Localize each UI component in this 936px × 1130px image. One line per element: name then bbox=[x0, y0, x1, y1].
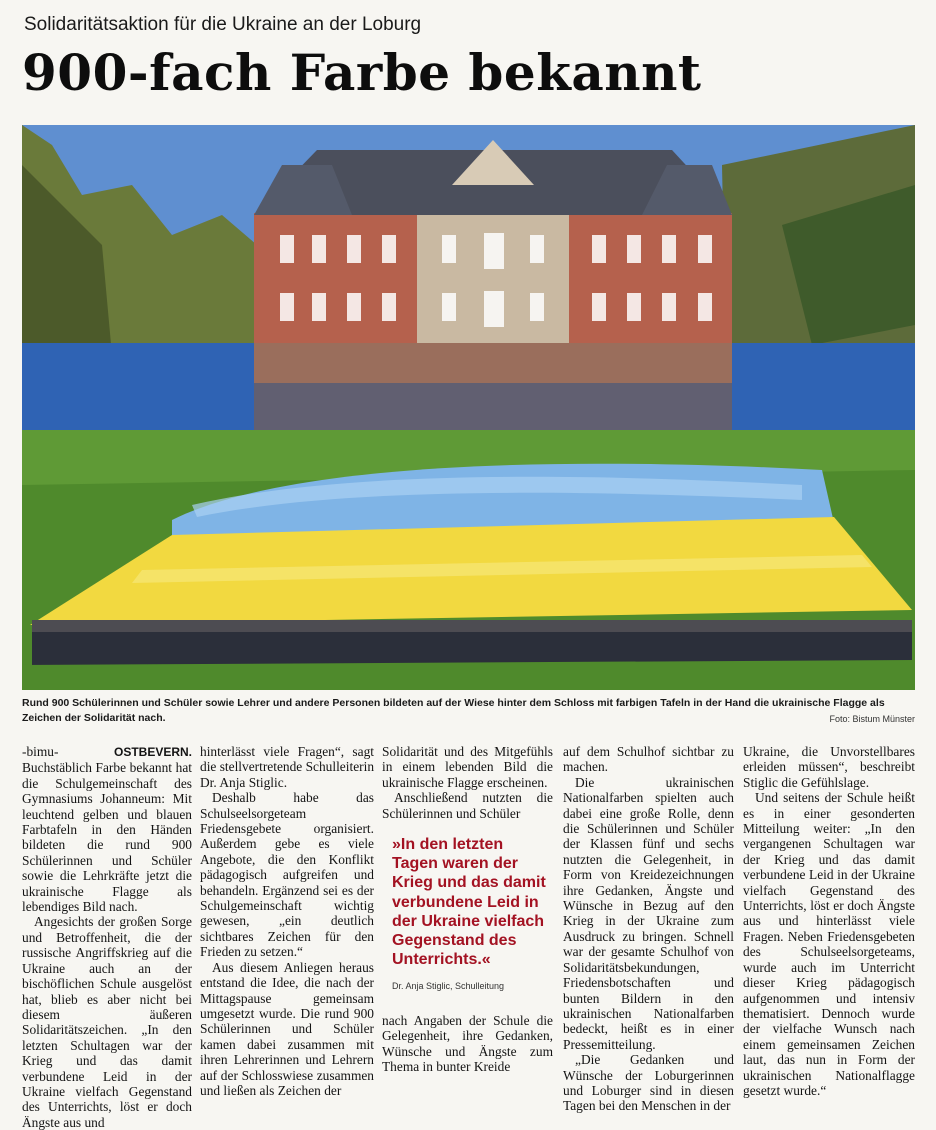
paragraph: Die ukrainischen Nationalfarben spielten auch dabei eine große Rolle, denn die Schülerinnen und Schüler der Klassen fünf und sechs nutzten die Gelegenheit, in Form von Kreidezeichnungen ihre Gedanken, Ängste und Wünsche in Bezug auf den Krieg in der Ukraine zum Ausdruck zu bringen. Schnell war der gesamte Schulhof von Solidaritätsbekundungen, Friedensbotschaften und bunten Bildern in den ukrainischen Nationalfarben bedeckt, heißt es in einer Pressemitteilung. bbox=[563, 774, 734, 1052]
pull-quote-source: Dr. Anja Stiglic, Schulleitung bbox=[392, 981, 505, 992]
dateline: OSTBEVERN. bbox=[113, 745, 192, 759]
text-column-4 bbox=[563, 744, 734, 1114]
paragraph: Deshalb habe das Schulseelsorgeteam Friedensgebete organisiert. Außerdem gebe es viele Angebote, die den Konflikt pädagogisch aufgreifen und behandeln. Ergänzend sei es der Schulgemeinschaft wichtig gewesen, „ein deutlich sichtbares Zeichen für den Frieden zu setzen.“ bbox=[200, 790, 374, 960]
lead-paragraph bbox=[22, 744, 192, 914]
paragraph: Angesichts der großen Sorge und Betroffenheit, die der russische Angriffskrieg auf die Ukraine auch an der bischöflichen Schule ausgelöst hat, blieb es aber nicht bei diesem äußeren Solidaritätszeichen. „In den letzten Schultagen war der Krieg und das damit verbundene Leid in der Ukraine vielfach Gegenstand des Unterrichts, löst er doch Ängste aus und bbox=[22, 914, 192, 1130]
paragraph: auf dem Schulhof sichtbar zu machen. bbox=[563, 744, 734, 775]
article-kicker: Solidaritätsaktion für die Ukraine an der Loburg bbox=[24, 14, 422, 35]
text-column-2 bbox=[200, 744, 374, 1098]
author-tag: -bimu- bbox=[22, 744, 59, 759]
article-headline: 900-fach Farbe bekannt bbox=[22, 43, 702, 102]
article-photo bbox=[22, 125, 915, 690]
photo-credit: Foto: Bistum Münster bbox=[829, 714, 915, 724]
lead-text: Buchstäblich Farbe bekannt hat die Schulgemeinschaft des Gymnasiums Johanneum: Mit leuchtend gelben und blauen Farbtafeln in den Händen bildeten die rund 900 Schülerinnen und Schüler sowie die Lehrkräfte jetzt die ukrainische Flagge als lebendiges Bild nach. bbox=[22, 760, 192, 915]
text-column-5 bbox=[743, 744, 915, 1098]
paragraph: Aus diesem Anliegen heraus entstand die Idee, die nach der Mittagspause gemeinsam umgesetzt wurde. Die rund 900 Schülerinnen und Schüler kamen dabei zusammen mit ihren Lehrerinnen und Lehrern auf der Schlosswiese zusammen und ließen als Zeichen der bbox=[200, 959, 374, 1098]
paragraph: Und seitens der Schule heißt es in einer gesonderten Mitteilung weiter: „In den vergangenen Schultagen war der Krieg und das damit verbundene Leid in der Ukraine vielfach Gegenstand des Unterrichts, löst er doch Ängste aus und hinterlässt viele Fragen. Neben Friedensgebeten des Schulseelsorgeteams, wurde auch im Unterricht dieser Krieg pädagogisch aufgenommen und intensiv thematisiert. Dennoch wurde der vielfache Wunsch nach einem gemeinsamen Zeichen laut, das nun in Form der ukrainischen Nationalflagge gesetzt wurde.“ bbox=[743, 790, 915, 1098]
paragraph: nach Angaben der Schule die Gelegenheit, ihre Gedanken, Wünsche und Ängste zum Thema in bunter Kreide bbox=[382, 1012, 553, 1075]
paragraph: „Die Gedanken und Wünsche der Loburgerinnen und Loburger sind in diesen Tagen bei den Menschen in der bbox=[563, 1052, 734, 1114]
text-column-3 bbox=[382, 744, 553, 1074]
photo-caption: Rund 900 Schülerinnen und Schüler sowie Lehrer und andere Personen bildeten auf der Wiese hinter dem Schloss mit farbigen Tafeln in der Hand die ukrainische Flagge als Zeichen der Solidarität nach. bbox=[22, 697, 885, 724]
paragraph: hinterlässt viele Fragen“, sagt die stellvertretende Schulleiterin Dr. Anja Stiglic. bbox=[200, 744, 375, 790]
photo-castle bbox=[254, 140, 732, 383]
paragraph: Solidarität und des Mitgefühls in einem lebenden Bild die ukrainische Flagge erscheinen. bbox=[382, 744, 553, 790]
text-column-1 bbox=[22, 744, 192, 1130]
pull-quote: »In den letzten Tagen waren der Krieg und das damit verbundene Leid in der Ukraine vielfach Gegenstand des Unterrichts.« bbox=[392, 836, 546, 969]
paragraph: Ukraine, die Unvorstellbares erleiden müssen“, beschreibt Stiglic die Gefühlslage. bbox=[743, 744, 915, 790]
paragraph: Anschließend nutzten die Schülerinnen und Schüler bbox=[382, 790, 553, 821]
